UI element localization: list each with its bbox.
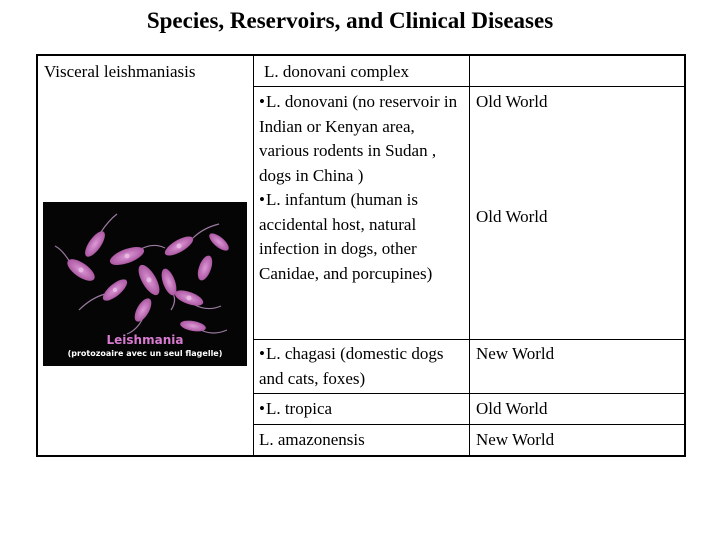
species-tropica — [259, 397, 332, 422]
disease-name: Visceral leishmaniasis — [44, 62, 196, 81]
column-divider — [253, 55, 254, 456]
region-chagasi: New World — [476, 344, 555, 363]
region-donovani: Old World — [476, 92, 548, 111]
species-donovani-text: L. donovani (no reservoir in Indian or Kenyan area, various rodents in Sudan , dogs in China ) — [259, 92, 458, 185]
bullet-icon: • — [259, 399, 265, 418]
region-amazonensis: New World — [476, 430, 555, 449]
region-tropica: Old World — [476, 399, 548, 418]
image-caption-title: Leishmania — [106, 333, 184, 347]
species-list-old-world — [259, 90, 469, 286]
species-donovani — [259, 90, 469, 188]
image-caption-subtitle: (protozoaire avec un seul flagelle) — [67, 349, 223, 358]
complex-name: L. donovani complex — [264, 62, 409, 81]
leishmania-micrograph — [43, 202, 247, 366]
region-infantum: Old World — [476, 207, 548, 226]
column-divider — [469, 55, 470, 456]
bullet-icon: • — [259, 92, 265, 111]
species-tropica-text: L. tropica — [265, 399, 333, 418]
species-chagasi-text: L. chagasi (domestic dogs and cats, foxes) — [259, 344, 444, 388]
page-title: Species, Reservoirs, and Clinical Diseases — [146, 8, 554, 33]
species-chagasi — [259, 342, 469, 391]
bullet-icon: • — [259, 344, 265, 363]
species-amazonensis: L. amazonensis — [259, 430, 365, 449]
bullet-icon: • — [259, 190, 265, 209]
species-infantum — [259, 188, 469, 286]
species-infantum-text: L. infantum (human is accidental host, natural infection in dogs, other Canidae, and porcupines) — [259, 190, 433, 283]
